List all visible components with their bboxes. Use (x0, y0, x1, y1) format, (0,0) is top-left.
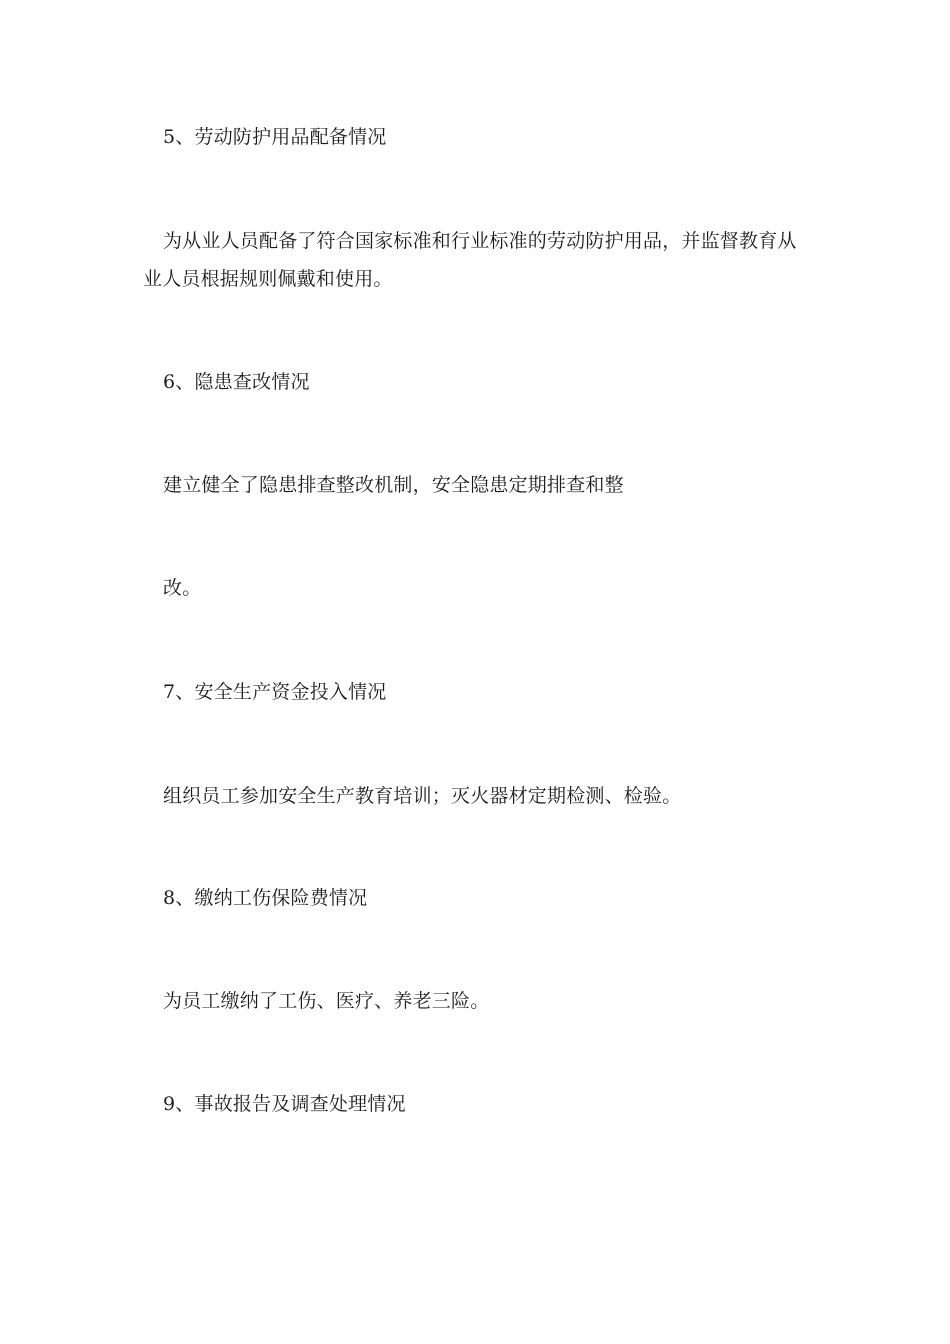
section-6-heading: 6、隐患查改情况 (163, 371, 310, 393)
section-5-heading: 5、劳动防护用品配备情况 (163, 126, 387, 148)
section-9-heading: 9、事故报告及调查处理情况 (163, 1093, 406, 1115)
section-5-body: 为从业人员配备了符合国家标准和行业标准的劳动防护用品，并监督教育从业人员根据规则佩戴和使用。 (143, 230, 797, 290)
section-8-heading: 8、缴纳工伤保险费情况 (163, 887, 368, 909)
section-6-body-line-2: 改。 (163, 577, 202, 599)
section-8-body: 为员工缴纳了工伤、医疗、养老三险。 (163, 990, 490, 1012)
section-6-body-line-1: 建立健全了隐患排查整改机制，安全隐患定期排查和整 (163, 474, 624, 496)
section-7-heading: 7、安全生产资金投入情况 (163, 681, 387, 703)
section-7-body: 组织员工参加安全生产教育培训；灭火器材定期检测、检验。 (163, 785, 682, 807)
